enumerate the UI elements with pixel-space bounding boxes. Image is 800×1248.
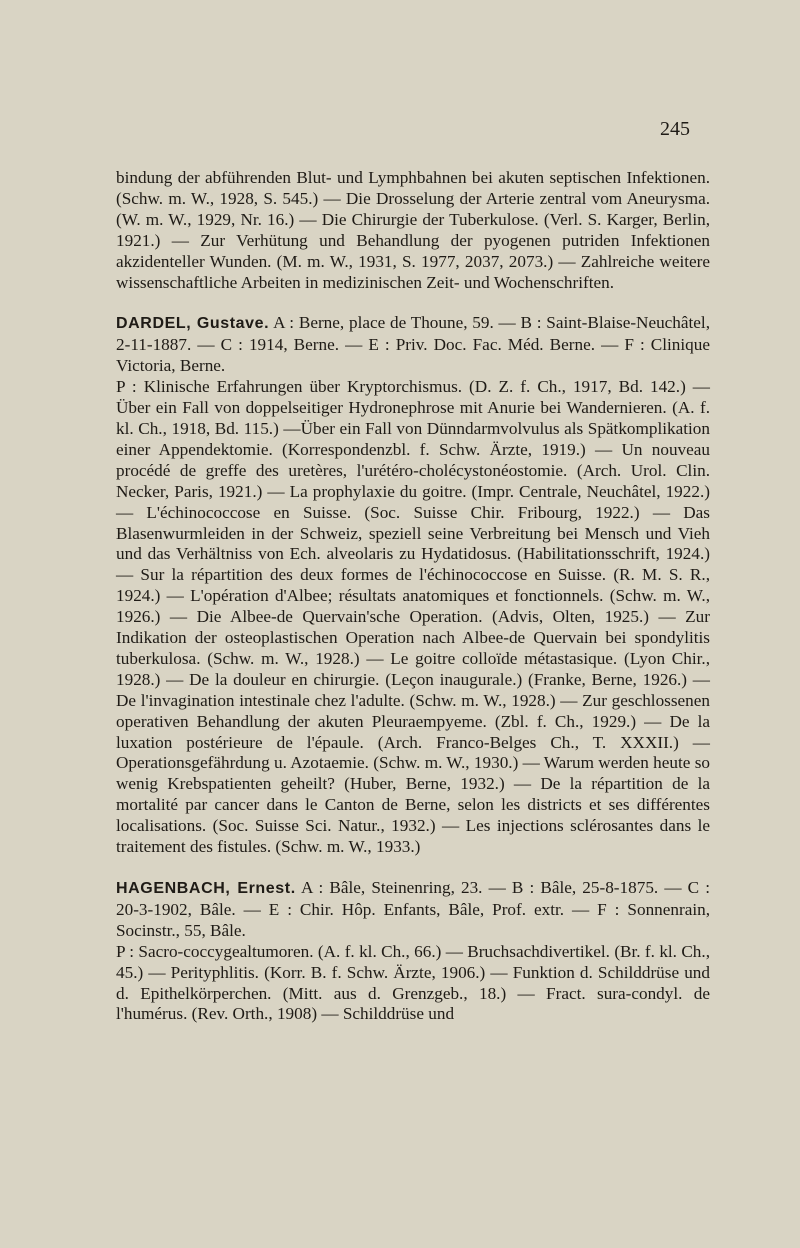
entry-publications: P : Klinische Erfahrungen über Kryptorchismus. (D. Z. f. Ch., 1917, Bd. 142.) — Über ein Fall von doppelseitiger Hydronephrose mit Anurie bei Wandernieren. (A. f. kl. Ch., 1918, Bd. 115.) —Über ein Fall von Dünndarmvolvulus als Spätkomplikation einer Appendektomie. (Korrespondenzbl. f. Schw. Ärzte, 1919.) — Un nouveau procédé de greffe des uretères, l'urétéro-cholécystonéostomie. (Arch. Urol. Clin. Necker, Paris, 1921.) — La prophylaxie du goitre. (Impr. Centrale, Neuchâtel, 1922.) — L'échinococcose en Suisse. (Soc. Suisse Chir. Fribourg, 1922.) — Das Blasenwurmleiden in der Schweiz, speziell seine Verbreitung bei Mensch und Vieh und das Verhältniss von Ech. alveolaris zu Hydatidosus. (Habilitationsschrift, 1924.) — Sur la répartition des deux formes de l'échinococcose en Suisse. (R. M. S. R., 1924.) — L'opération d'Albee; résultats anatomiques et fonctionnels. (Schw. m. W., 1926.) — Die Albee-de Quervain'sche Operation. (Advis, Olten, 1925.) — Zur Indikation der osteoplastischen Operation nach Albee-de Quervain bei spondylitis tuberkulosa. (Schw. m. W., 1928.) — Le goitre colloïde métastasique. (Lyon Chir., 1928.) — De la douleur en chirurgie. (Leçon inaugurale.) (Franke, Berne, 1926.) — De l'invagination intestinale chez l'adulte. (Schw. m. W., 1928.) — Zur geschlossenen operativen Behandlung der akuten Pleuraempyeme. (Zbl. f. Ch., 1929.) — De la luxation postérieure de l'épaule. (Arch. Franco-Belges Ch., T. XXXII.) — Operationsgefährdung u. Azotaemie. (Schw. m. W., 1930.) — Warum werden heute so wenig Krebspatienten geheilt? (Huber, Berne, 1932.) — De la répartition de la mortalité par cancer dans le Canton de Berne, selon les districts et ses différentes localisations. (Soc. Suisse Sci. Natur., 1932.) — Les injections sclérosantes dans le traitement des fistules. (Schw. m. W., 1933.) xyxy=(116,377,710,857)
entry-biography xyxy=(116,878,710,942)
entry-name: HAGENBACH, Ernest. xyxy=(116,880,296,897)
entry-name: DARDEL, Gustave. xyxy=(116,315,270,333)
entry-biography xyxy=(116,313,710,377)
page-number: 245 xyxy=(660,118,690,140)
entry-biography-text: A : Bâle, Steinenring, 23. — B : Bâle, 25-8-1875. — C : 20-3-1902, Bâle. — E : Chir. Hôp. Enfants, Bâle, Prof. extr. — F : Sonnenrain, Socinstr., 55, Bâle. xyxy=(116,878,710,940)
entry-publications: P : Sacro-coccygealtumoren. (A. f. kl. Ch., 66.) — Bruchsachdivertikel. (Br. f. kl. Ch., 45.) — Perityphlitis. (Korr. B. f. Schw. Ärzte, 1906.) — Funktion d. Schilddrüse und d. Epithelkörperchen. (Mitt. aus d. Grenzgeb., 18.) — Fract. sura-condyl. de l'humérus. (Rev. Orth., 1908) — Schilddrüse und xyxy=(116,941,710,1024)
entry-dardel xyxy=(116,313,710,858)
entry-biography-text: A : Berne, place de Thoune, 59. — B : Saint-Blaise-Neuchâtel, 2-11-1887. — C : 1914, Berne. — E : Priv. Doc. Fac. Méd. Berne. — F : Clinique Victoria, Berne. xyxy=(116,313,711,376)
page-content xyxy=(116,168,710,1025)
intro-paragraph: bindung der abführenden Blut- und Lymphbahnen bei akuten septischen Infektionen. (Schw. m. W., 1928, S. 545.) — Die Drosselung der Arterie zentral vom Aneurysma. (W. m. W., 1929, Nr. 16.) — Die Chirurgie der Tuberkulose. (Verl. S. Karger, Berlin, 1921.) — Zur Verhütung und Behandlung der pyogenen putriden Infektionen akzidenteller Wunden. (M. m. W., 1931, S. 1977, 2037, 2073.) — Zahlreiche weitere wissenschaftliche Arbeiten in medizinischen Zeit- und Wochenschriften. xyxy=(116,168,710,292)
entry-hagenbach xyxy=(116,878,710,1025)
